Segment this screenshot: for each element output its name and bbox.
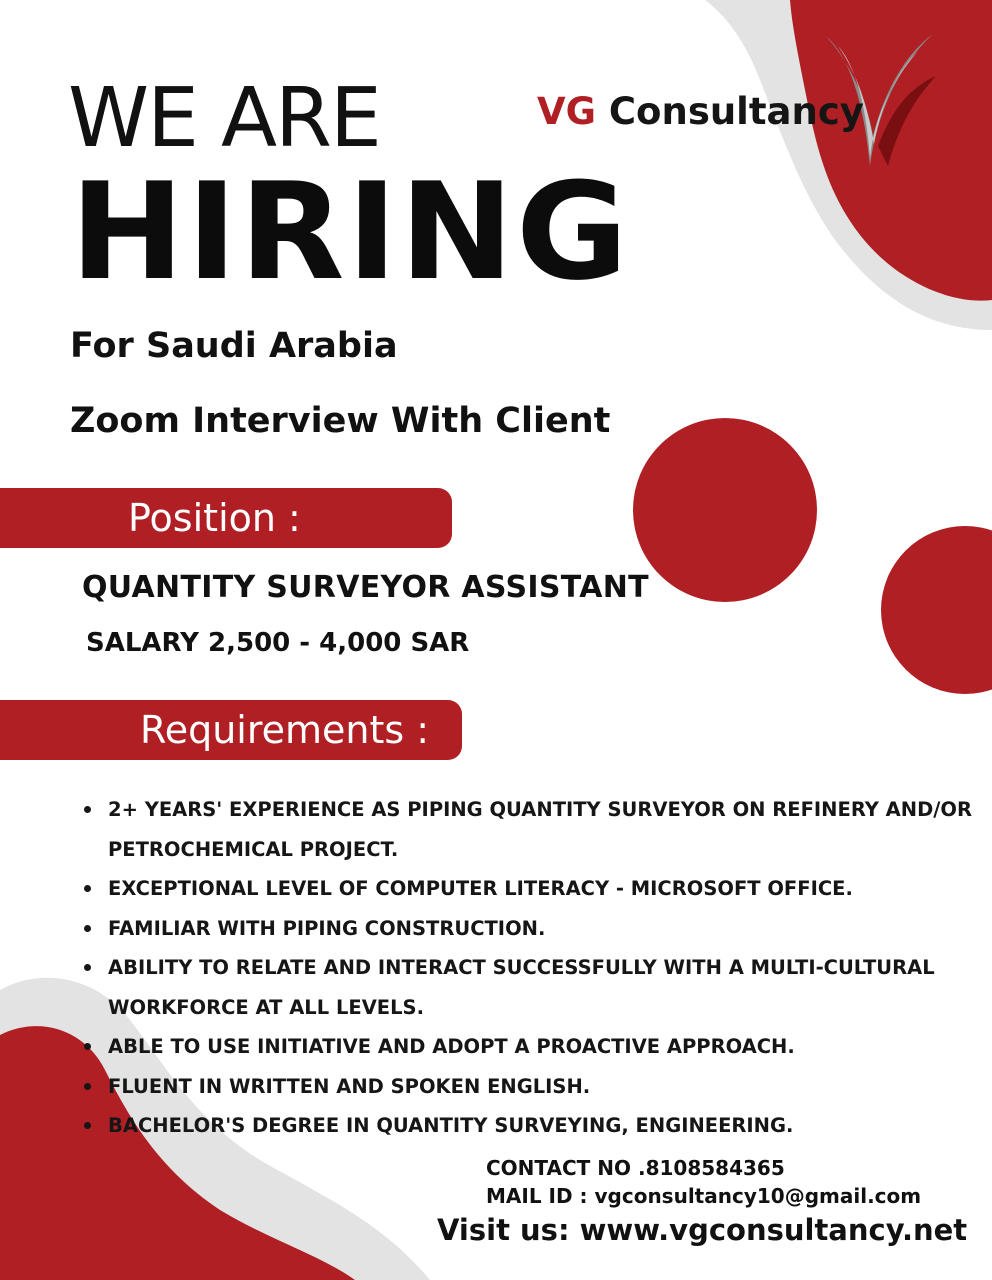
- red-circle-large: [633, 418, 817, 602]
- website-link[interactable]: Visit us: www.vgconsultancy.net: [437, 1213, 968, 1247]
- contact-email: MAIL ID : vgconsultancy10@gmail.com: [486, 1184, 922, 1208]
- position-title: QUANTITY SURVEYOR ASSISTANT: [82, 570, 649, 605]
- headline-hiring: HIRING: [70, 154, 631, 310]
- list-item: ABILITY TO RELATE AND INTERACT SUCCESSFULLY WITH A MULTI-CULTURAL WORKFORCE AT ALL LEVELS.: [82, 948, 977, 1027]
- list-item: EXCEPTIONAL LEVEL OF COMPUTER LITERACY - MICROSOFT OFFICE.: [82, 869, 977, 909]
- contact-block: [486, 1154, 921, 1210]
- brand-prefix: VG: [537, 90, 597, 133]
- contact-phone: CONTACT NO .8108584365: [486, 1156, 785, 1180]
- list-item: FAMILIAR WITH PIPING CONSTRUCTION.: [82, 909, 977, 949]
- brand-suffix: Consultancy: [608, 90, 864, 133]
- interview-subtitle: Zoom Interview With Client: [70, 401, 611, 441]
- location-subtitle: For Saudi Arabia: [70, 326, 398, 366]
- list-item: 2+ YEARS' EXPERIENCE AS PIPING QUANTITY SURVEYOR ON REFINERY AND/OR PETROCHEMICAL PROJECT.: [82, 790, 977, 869]
- requirements-banner: Requirements :: [0, 700, 462, 760]
- headline-we-are: WE ARE: [68, 71, 380, 166]
- brand-name: [537, 90, 864, 133]
- red-circle-right: [881, 526, 992, 694]
- list-item: FLUENT IN WRITTEN AND SPOKEN ENGLISH.: [82, 1067, 977, 1107]
- list-item: ABLE TO USE INITIATIVE AND ADOPT A PROACTIVE APPROACH.: [82, 1027, 977, 1067]
- position-banner: Position :: [0, 488, 452, 548]
- salary-text: SALARY 2,500 - 4,000 SAR: [86, 628, 470, 658]
- list-item: BACHELOR'S DEGREE IN QUANTITY SURVEYING, ENGINEERING.: [82, 1106, 977, 1146]
- requirements-list: [82, 790, 977, 1146]
